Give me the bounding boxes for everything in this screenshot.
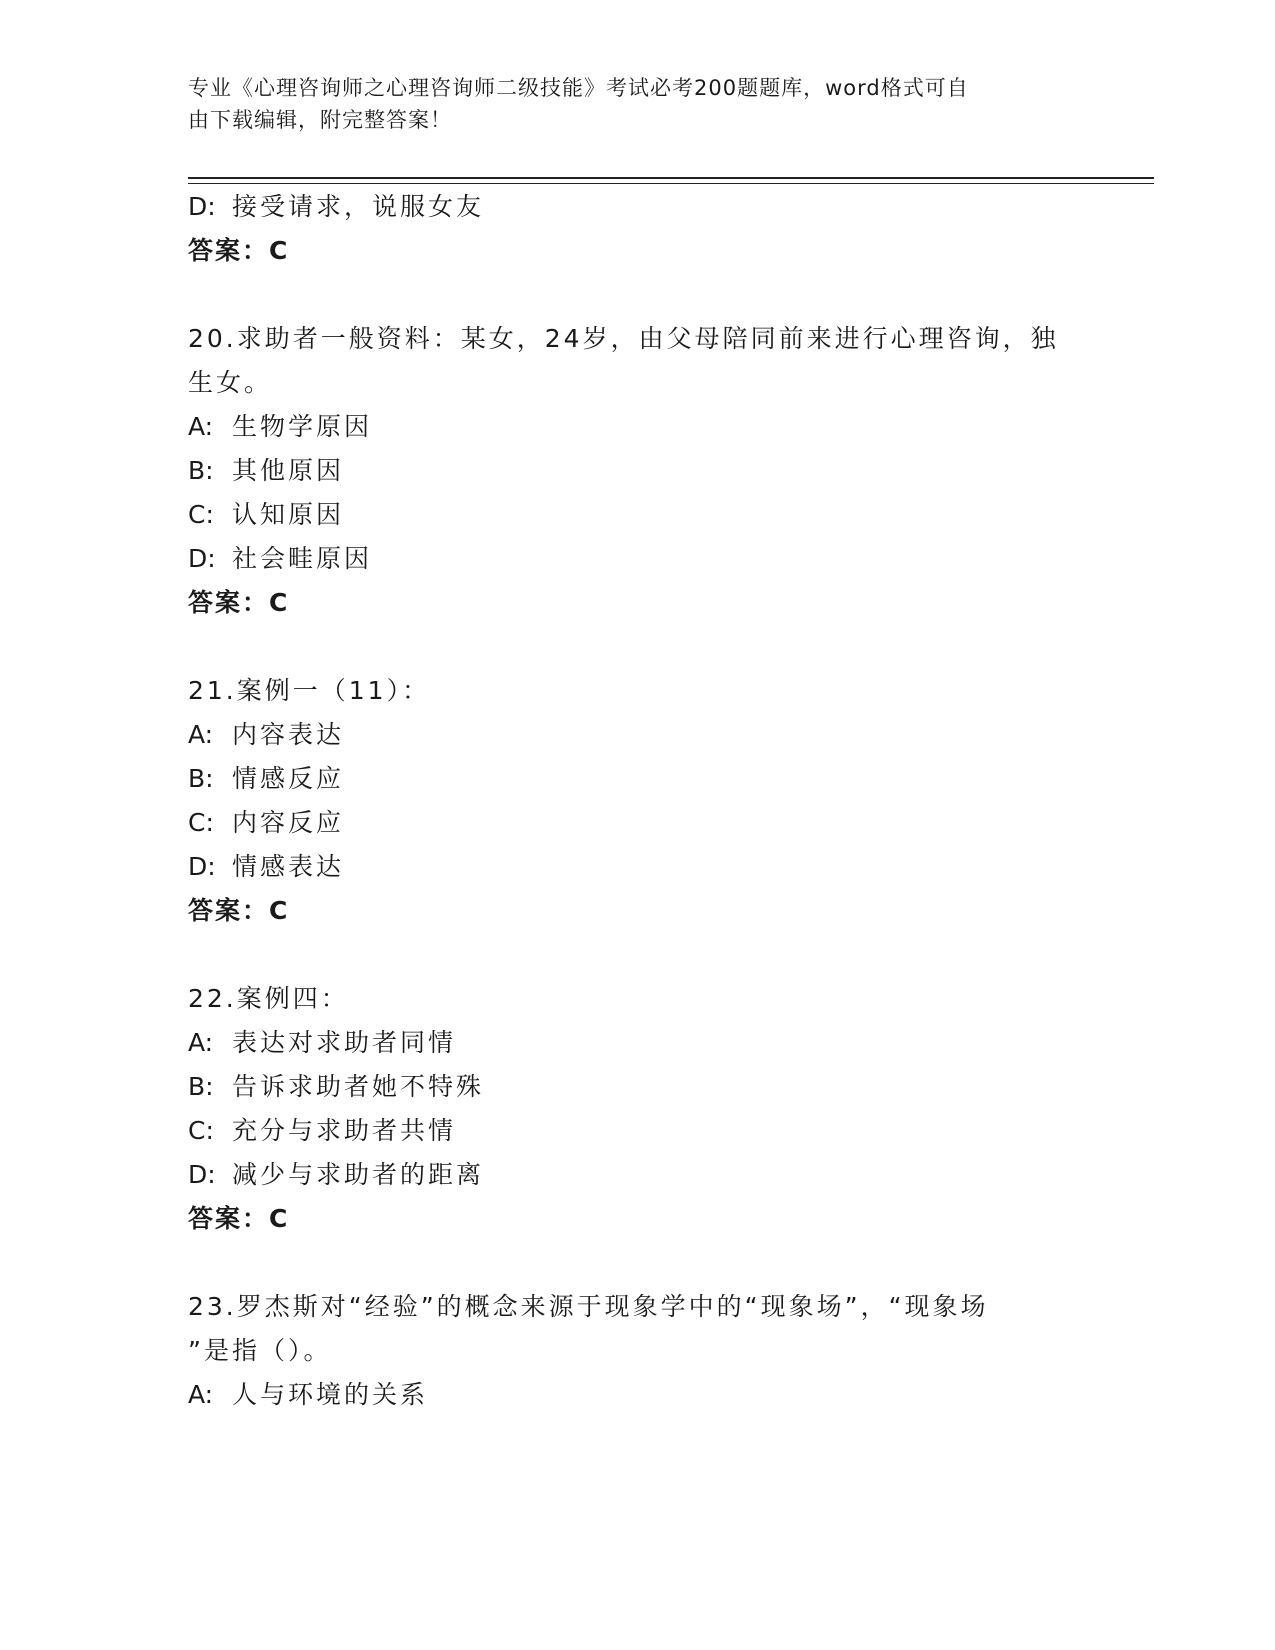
option-d-q21 <box>188 850 344 884</box>
answer-q19: 答案：C <box>188 236 290 265</box>
option-text: 生物学原因 <box>232 412 373 441</box>
option-letter: A: <box>188 1028 214 1057</box>
option-letter: C: <box>188 1116 214 1145</box>
option-text: 表达对求助者同情 <box>232 1028 457 1057</box>
option-d-q22 <box>188 1158 484 1192</box>
option-a-q22 <box>188 1026 456 1060</box>
option-text: 人与环境的关系 <box>232 1380 429 1409</box>
option-text: 情感反应 <box>232 764 345 793</box>
header-line-2: 由下载编辑，附完整答案！ <box>188 108 452 132</box>
option-c-q21 <box>188 806 344 840</box>
option-text: 充分与求助者共情 <box>232 1116 457 1145</box>
option-letter: D: <box>188 192 216 221</box>
option-b-q22 <box>188 1070 484 1104</box>
option-text: 接受请求，说服女友 <box>232 192 485 221</box>
answer-q22: 答案：C <box>188 1204 290 1233</box>
option-letter: C: <box>188 808 214 837</box>
option-letter: A: <box>188 1380 214 1409</box>
option-c-q20 <box>188 498 344 532</box>
option-text: 减少与求助者的距离 <box>232 1160 485 1189</box>
question-22: 22.案例四： <box>188 984 349 1013</box>
option-text: 其他原因 <box>232 456 345 485</box>
option-letter: A: <box>188 720 214 749</box>
option-letter: D: <box>188 852 216 881</box>
option-c-q22 <box>188 1114 456 1148</box>
question-20-line-2: 生女。 <box>188 368 273 397</box>
option-letter: D: <box>188 544 216 573</box>
question-23-line-1: 23.罗杰斯对“经验”的概念来源于现象学中的“现象场”，“现象场 <box>188 1292 989 1321</box>
option-text: 告诉求助者她不特殊 <box>232 1072 485 1101</box>
option-letter: C: <box>188 500 214 529</box>
option-a-q21 <box>188 718 344 752</box>
option-b-q21 <box>188 762 344 796</box>
option-text: 内容表达 <box>232 720 345 749</box>
header-divider-thick <box>188 177 1154 179</box>
question-20-line-1: 20.求助者一般资料：某女，24岁，由父母陪同前来进行心理咨询，独 <box>188 324 1059 353</box>
option-d-q19 <box>188 190 484 224</box>
header-line-1: 专业《心理咨询师之心理咨询师二级技能》考试必考200题题库，word格式可自 <box>188 76 969 100</box>
option-a-q20 <box>188 410 372 444</box>
document-header <box>188 72 1068 136</box>
option-text: 社会畦原因 <box>232 544 373 573</box>
answer-q21: 答案：C <box>188 896 290 925</box>
option-letter: D: <box>188 1160 216 1189</box>
option-text: 认知原因 <box>232 500 345 529</box>
option-letter: A: <box>188 412 214 441</box>
option-letter: B: <box>188 764 214 793</box>
question-23-line-2: ”是指（）。 <box>188 1336 332 1365</box>
option-letter: B: <box>188 456 214 485</box>
option-a-q23 <box>188 1378 428 1412</box>
header-divider-thin <box>188 183 1154 184</box>
question-21: 21.案例一（11）： <box>188 676 431 705</box>
option-text: 内容反应 <box>232 808 345 837</box>
option-text: 情感表达 <box>232 852 345 881</box>
answer-q20: 答案：C <box>188 588 290 617</box>
option-b-q20 <box>188 454 344 488</box>
option-letter: B: <box>188 1072 214 1101</box>
option-d-q20 <box>188 542 372 576</box>
